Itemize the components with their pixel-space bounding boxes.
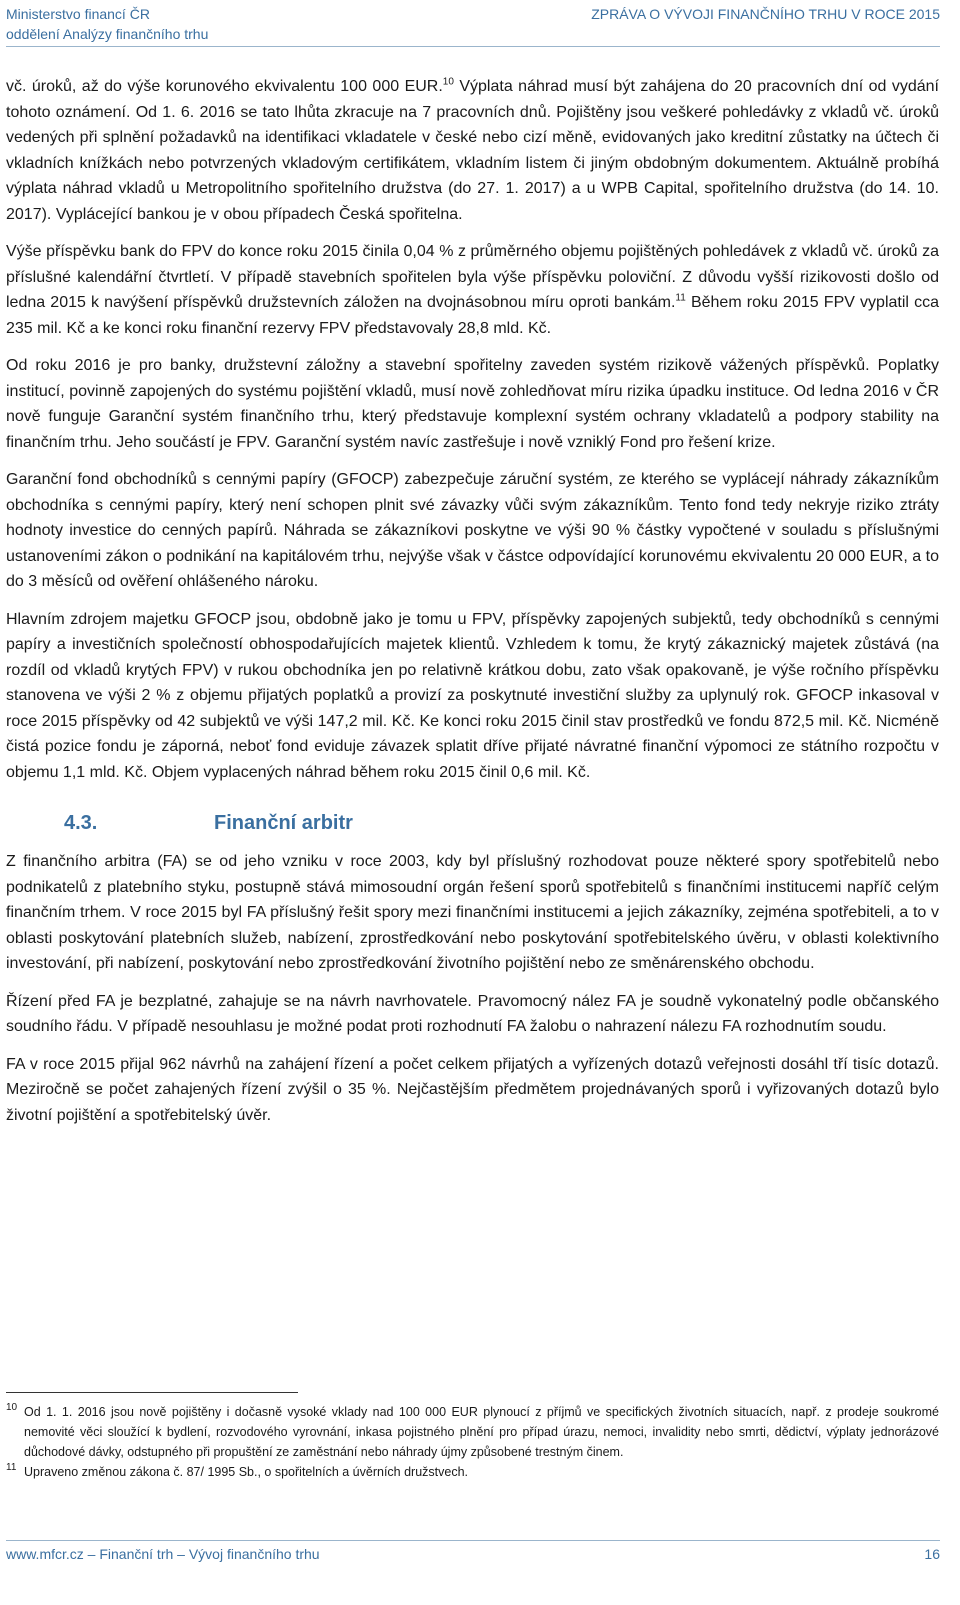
footnote-divider <box>6 1392 298 1393</box>
header-left <box>6 4 208 44</box>
footer-divider <box>6 1540 940 1541</box>
paragraph-arbiter-procedure: Řízení před FA je bezplatné, zahajuje se na návrh navrhovatele. Pravomocný nález FA je soudně vykonatelný podle občanského soudního řádu. V případě nesouhlasu je možné podat proti rozhodnutí FA žalobu o nahrazení nálezu FA rozhodnutím soudu. <box>6 992 939 1035</box>
footnote-text: Od 1. 1. 2016 jsou nově pojištěny i dočasně vysoké vklady nad 100 000 EUR plynoucí z příjmů ve specifických životních situacích, např. z prodeje soukromé nemovité věci sloužící k bydlení, rozvodového vyrovnání, inkasa pojistného plnění pro případ úrazu, nemoci, invalidity nebo smrti, dědictví, výplaty jednorázové důchodové dávky, odstupného při propuštění ze zaměstnání nebo náhrady újmy způsobené trestným činem. <box>24 1405 939 1459</box>
paragraph-arbiter-stats: FA v roce 2015 přijal 962 návrhů na zahájení řízení a počet celkem přijatých a vyřízených dotazů veřejnosti dosáhl tří tisíc dotazů. Meziročně se počet zahajených řízení zvýšil o 35 %. Nejčastějším předmětem projednávaných sporů i vyřizovaných dotazů bylo životní pojištění a spotřebitelský úvěr. <box>6 1055 939 1124</box>
paragraph-text: Během roku 2015 FPV vyplatil cca 235 mil. Kč a ke konci roku finanční rezervy FPV představovaly 28,8 mld. Kč. <box>6 294 940 337</box>
section-heading <box>6 809 939 837</box>
paragraph-deposit-payout <box>6 74 939 227</box>
header-divider <box>6 46 940 47</box>
footnote-text: Upraveno změnou zákona č. 87/ 1995 Sb., o spořitelních a úvěrních družstvech. <box>24 1465 469 1479</box>
main-content <box>6 74 939 1140</box>
ministry-name: Ministerstvo financí ČR <box>6 6 150 22</box>
paragraph-arbiter-intro: Z finančního arbitra (FA) se od jeho vzniku v roce 2003, kdy byl příslušný rozhodovat pouze některé spory spotřebitelů nebo podnikatelů z platebního styku, postupně stává mimosoudní orgán řešení sporů spotřebitelů s finančními institucemi napříč celým finančním trhem. V roce 2015 byl FA příslušný řešit spory mezi finančními institucemi a jejich zákazníky, zejména spotřebiteli, a to v oblasti poskytování platebních služeb, nabízení, zprostředkování nebo poskytování spotřebitelského úvěru, v oblasti kolektivního investování, při nabízení, poskytování nebo zprostředkování životního pojištění nebo ze směnárenského obchodu. <box>6 853 939 972</box>
footnote-11 <box>6 1462 939 1482</box>
page-header <box>6 4 940 44</box>
paragraph-text: Výplata náhrad musí být zahájena do 20 pracovních dní od vydání tohoto oznámení. Od 1. 6. 2016 se tato lhůta zkracuje na 7 pracovních dnů. Pojištěny jsou veškeré pohledávky z vkladů vč. úroků vedených při splnění požadavků na identifikaci vkladatele v české nebo cizí měně, evidovaných jako kreditní zůstatky na účtech či vkladních knížkách nebo potvrzených vkladovým certifikátem, vkladním listem či jiným obdobným dokumentem. Aktuálně probíhá výplata náhrad vkladů u Metropolitního spořitelního družstva (do 27. 1. 2017) a u WPB Capital, spořitelního družstva (do 14. 10. 2017). Vyplácející bankou je v obou případech Česká spořitelna. <box>6 78 939 223</box>
footer-source-link[interactable]: www.mfcr.cz – Finanční trh – Vývoj finančního trhu <box>6 1546 320 1562</box>
department-name: oddělení Analýzy finančního trhu <box>6 26 209 42</box>
report-title: ZPRÁVA O VÝVOJI FINANČNÍHO TRHU V ROCE 2015 <box>591 6 940 22</box>
paragraph-contributions <box>6 239 939 341</box>
paragraph-text: vč. úroků, až do výše korunového ekvivalentu 100 000 EUR. <box>6 78 443 95</box>
paragraph-risk-weighted: Od roku 2016 je pro banky, družstevní záložny a stavební spořitelny zaveden systém rizikově vážených příspěvků. Poplatky institucí, povinně zapojených do systému pojištění vkladů, musí nově zohledňovat míru rizika úpadku instituce. Od ledna 2016 v ČR nově funguje Garanční systém finančního trhu, který představuje komplexní systém ochrany vkladatelů a podpory stability na finančním trhu. Jeho součástí je FPV. Garanční systém navíc zastřešuje i nově vzniklý Fond pro řešení krize. <box>6 357 939 451</box>
section-number: 4.3. <box>64 812 98 834</box>
page-number: 16 <box>924 1546 940 1562</box>
footnote-mark: 11 <box>6 1462 17 1473</box>
footnote-ref-11[interactable]: 11 <box>675 292 686 304</box>
paragraph-text: Výše příspěvku bank do FPV do konce roku 2015 činila 0,04 % z průměrného objemu pojištěných pohledávek z vkladů vč. úroků za příslušné kalendářní čtvrtletí. V případě stavebních spořitelen byla výše příspěvku poloviční. Z důvodu vyšší rizikovosti došlo od ledna 2015 k navýšení příspěvků družstevních záložen na dvojnásobnou míru oproti bankám. <box>6 243 939 311</box>
footnote-ref-10[interactable]: 10 <box>442 76 454 88</box>
paragraph-gfocp-assets: Hlavním zdrojem majetku GFOCP jsou, obdobně jako je tomu u FPV, příspěvky zapojených subjektů, tedy obchodníků s cennými papíry a investičních společností obhospodařujících majetek klientů. Vzhledem k tomu, že krytý zákaznický majetek zůstává (na rozdíl od vkladů krytých FPV) v rukou obchodníka jen po relativně krátkou dobu, zato však opakovaně, je výše ročního příspěvku stanovena ve výši 2 % z objemu přijatých poplatků a provizí za poskytnuté investiční služby za uplynulý rok. GFOCP inkasoval v roce 2015 příspěvky od 42 subjektů ve výši 147,2 mil. Kč. Ke konci roku 2015 činil stav prostředků ve fondu 872,5 mil. Kč. Nicméně čistá pozice fondu je záporná, neboť fond eviduje závazek splatit dříve přijaté návratné finanční výpomoci ze státního rozpočtu v objemu 1,1 mld. Kč. Objem vyplacených náhrad během roku 2015 činil 0,6 mil. Kč. <box>6 610 939 781</box>
paragraph-gfocp: Garanční fond obchodníků s cennými papíry (GFOCP) zabezpečuje záruční systém, ze kterého se vyplácejí náhrady zákazníkům obchodníka s cennými papíry, který není schopen plnit své závazky vůči svým zákazníkům. Tento fond tedy nekryje riziko ztráty hodnoty investice do cenných papírů. Náhrada se zákazníkovi poskytne ve výši 90 % částky vypočtené v souladu s příslušnými ustanoveními zákon o podnikání na kapitálovém trhu, nejvýše však v částce odpovídající korunovému ekvivalentu 20 000 EUR, a to do 3 měsíců od ověření ohlášeného nároku. <box>6 471 939 590</box>
footnote-10 <box>6 1402 939 1462</box>
footnotes <box>6 1402 939 1482</box>
section-title: Finanční arbitr <box>214 812 353 834</box>
footnote-mark: 10 <box>6 1402 18 1413</box>
